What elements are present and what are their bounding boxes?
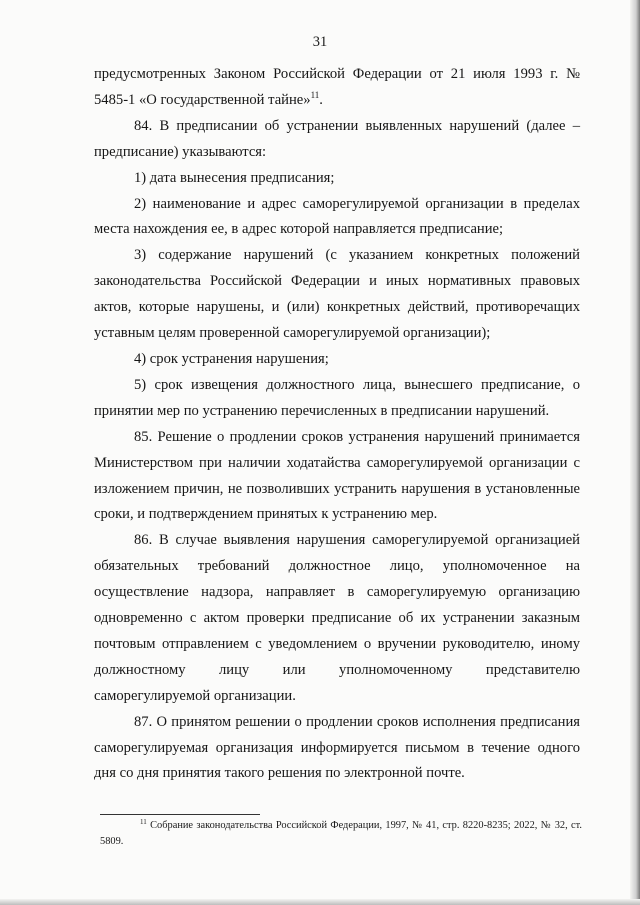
footnote bbox=[100, 818, 582, 850]
list-item-5: 5) срок извещения должностного лица, вынесшего предписание, о принятии мер по устранению перечисленных в предписании нарушений. bbox=[94, 376, 580, 419]
page-number: 31 bbox=[312, 34, 328, 50]
list-item-1: 1) дата вынесения предписания; bbox=[134, 169, 335, 186]
list-item-4: 4) срок устранения нарушения; bbox=[134, 350, 329, 367]
footnote-marker: 11 bbox=[140, 818, 147, 826]
paragraph-text: предусмотренных Законом Российской Федерации от 21 июля 1993 г. № 5485-1 «О государственной тайне» bbox=[94, 66, 580, 108]
list-item-2: 2) наименование и адрес саморегулируемой организации в пределах места нахождения ее, в адрес которой направляется предписание; bbox=[94, 195, 580, 238]
paragraph-tail: . bbox=[319, 91, 323, 108]
footnote-body bbox=[100, 818, 582, 850]
paragraph-87: 87. О принятом решении о продлении сроков исполнения предписания саморегулируемая организация информируется письмом в течение одного дня со дня принятия такого решения по электронной почте. bbox=[94, 713, 580, 782]
list-item-3: 3) содержание нарушений (с указанием конкретных положений законодательства Российской Федерации и иных нормативных правовых актов, которые нарушены, и (или) конкретных действий, противоречащих уставным целям проверенной саморегулируемой организации); bbox=[94, 247, 580, 342]
paragraph-84: 84. В предписании об устранении выявленных нарушений (далее – предписание) указываются: bbox=[94, 117, 580, 160]
footnote-reference[interactable]: 11 bbox=[310, 89, 320, 100]
footnote-text: Собрание законодательства Российской Федерации, 1997, № 41, стр. 8220-8235; 2022, № 32, ст. 5809. bbox=[100, 820, 583, 847]
paragraph-86: 86. В случае выявления нарушения саморегулируемой организацией обязательных требований должностное лицо, уполномоченное на осуществление надзора, направляет в саморегулируемую организацию одновременно с актом проверки предписание об их устранении заказным почтовым отправлением с уведомлением о вручении руководителю, иному должностному лицу или уполномоченному представителю саморегулируемой организации. bbox=[94, 532, 580, 704]
paragraph-continuation bbox=[94, 62, 580, 114]
scan-edge-bottom bbox=[0, 899, 640, 905]
footnote-separator bbox=[100, 814, 260, 815]
paragraph-85: 85. Решение о продлении сроков устранения нарушений принимается Министерством при наличии ходатайства саморегулируемой организации с изложением причин, не позволивших устранить нарушения в установленные сроки, и подтверждением принятых к устранению мер. bbox=[94, 428, 580, 523]
document-body bbox=[94, 62, 580, 787]
scan-edge-right bbox=[630, 0, 640, 905]
